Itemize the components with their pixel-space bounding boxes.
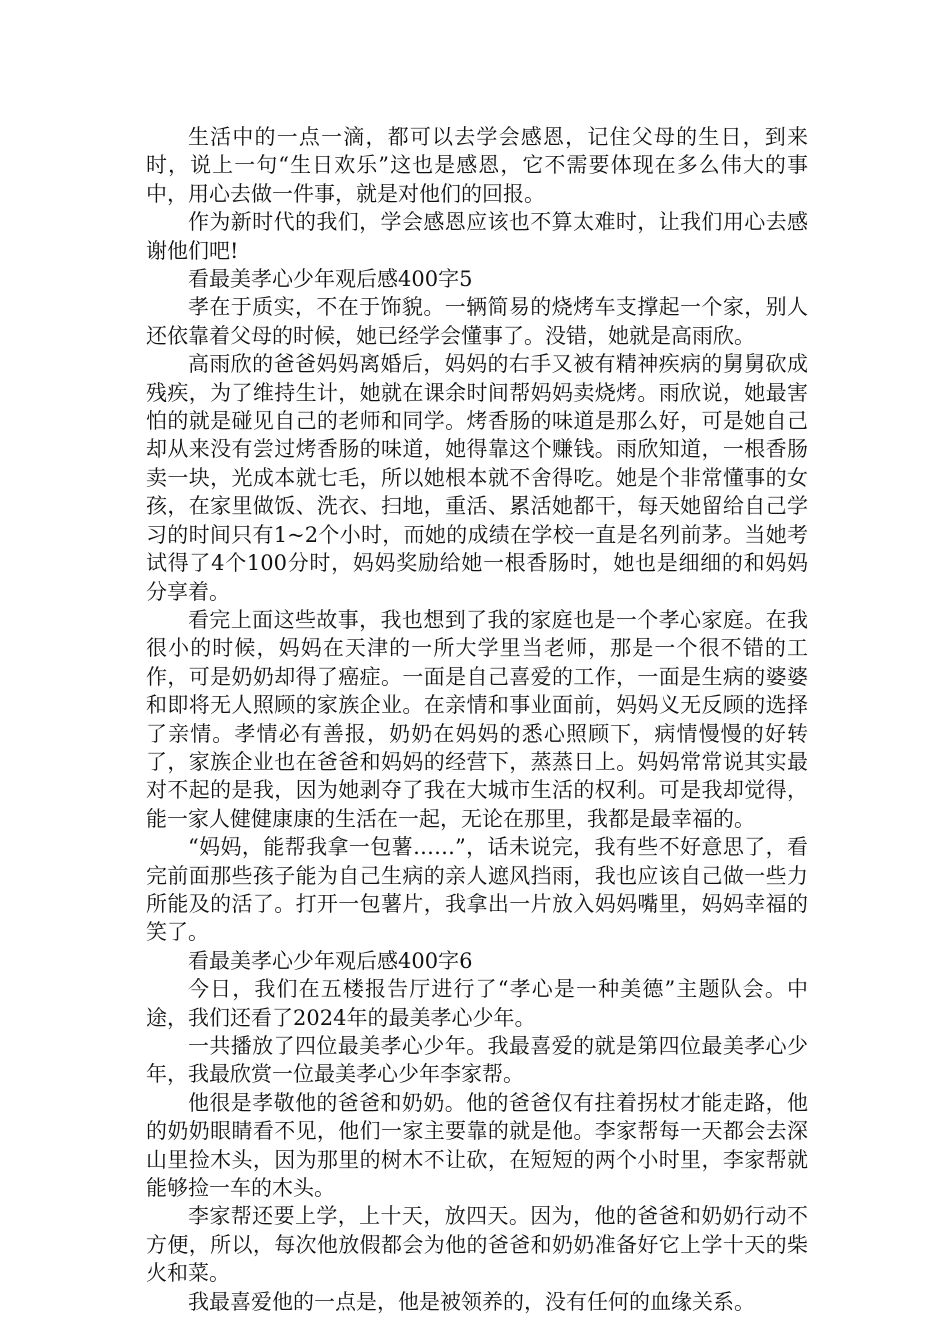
paragraph: 今日，我们在五楼报告厅进行了“孝心是一种美德”主题队会。中途，我们还看了2024年的最美孝心少年。 [146,977,808,1030]
paragraph: 一共播放了四位最美孝心少年。我最喜爱的就是第四位最美孝心少年，我最欣赏一位最美孝心少年李家帮。 [146,1034,808,1087]
paragraph: 作为新时代的我们，学会感恩应该也不算太难时，让我们用心去感谢他们吧! [146,210,808,263]
paragraph: 我最喜爱他的一点是，他是被领养的，没有任何的血缘关系。 [188,1289,755,1314]
paragraph: 孝在于质实，不在于饰貌。一辆简易的烧烤车支撑起一个家，别人还依靠着父母的时候，她已经学会懂事了。没错，她就是高雨欣。 [146,295,808,348]
paragraph: 看完上面这些故事，我也想到了我的家庭也是一个孝心家庭。在我很小的时候，妈妈在天津的一所大学里当老师，那是一个很不错的工作，可是奶奶却得了癌症。一面是自己喜爱的工作，一面是生病的婆婆和即将无人照顾的家族企业。在亲情和事业面前，妈妈义无反顾的选择了亲情。孝情必有善报，奶奶在妈妈的悉心照顾下，病情慢慢的好转了，家族企业也在爸爸和妈妈的经营下，蒸蒸日上。妈妈常常说其实最对不起的是我，因为她剥夺了我在大城市生活的权利。可是我却觉得，能一家人健健康康的生活在一起，无论在那里，我都是最幸福的。 [146,607,808,831]
paragraph: “妈妈，能帮我拿一包薯……”，话未说完，我有些不好意思了，看完前面那些孩子能为自己生病的亲人遮风挡雨，我也应该自己做一些力所能及的活了。打开一包薯片，我拿出一片放入妈妈嘴里，妈妈幸福的笑了。 [146,835,808,945]
paragraph: 高雨欣的爸爸妈妈离婚后，妈妈的右手又被有精神疾病的舅舅砍成残疾，为了维持生计，她就在课余时间帮妈妈卖烧烤。雨欣说，她最害怕的就是碰见自己的老师和同学。烤香肠的味道是那么好，可是她自己却从来没有尝过烤香肠的味道，她得靠这个赚钱。雨欣知道，一根香肠卖一块，光成本就七毛，所以她根本就不舍得吃。她是个非常懂事的女孩，在家里做饭、洗衣、扫地，重活、累活她都干，每天她留给自己学习的时间只有1~2个小时，而她的成绩在学校一直是名列前茅。当她考试得了4个100分时，妈妈奖励给她一根香肠时，她也是细细的和妈妈分享着。 [146,352,808,604]
section-heading: 看最美孝心少年观后感400字6 [188,948,473,973]
document-body [146,123,808,1316]
paragraph: 生活中的一点一滴，都可以去学会感恩，记住父母的生日，到来时，说上一句“生日欢乐”这也是感恩，它不需要体现在多么伟大的事中，用心去做一件事，就是对他们的回报。 [146,125,808,206]
paragraph: 李家帮还要上学，上十天，放四天。因为，他的爸爸和奶奶行动不方便，所以，每次他放假都会为他的爸爸和奶奶准备好它上学十天的柴火和菜。 [146,1204,808,1286]
paragraph: 他很是孝敬他的爸爸和奶奶。他的爸爸仅有拄着拐杖才能走路，他的奶奶眼睛看不见，他们一家主要靠的就是他。李家帮每一天都会去深山里捡木头，因为那里的树木不让砍，在短短的两个小时里，李家帮就能够捡一车的木头。 [146,1090,808,1201]
section-heading: 看最美孝心少年观后感400字5 [188,267,473,292]
